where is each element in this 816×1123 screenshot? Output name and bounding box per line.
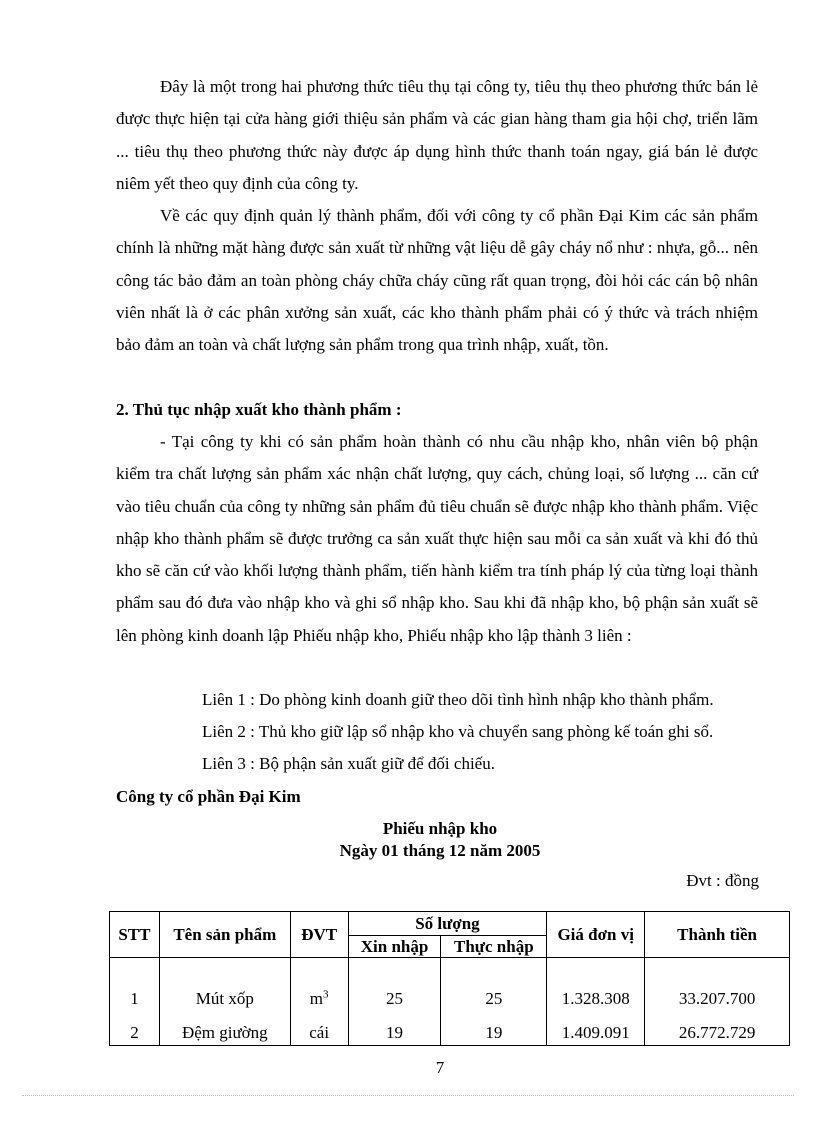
cell-product: Đệm giường (159, 1022, 290, 1046)
cell-stt: 2 (110, 1022, 160, 1046)
header-product: Tên sản phẩm (159, 912, 290, 958)
copy-line-2: Liên 2 : Thủ kho giữ lập sổ nhập kho và chuyển sang phòng kế toán ghi sổ. (202, 722, 714, 741)
header-unit: ĐVT (290, 912, 348, 958)
cell-stt: 1 (110, 958, 160, 1022)
unit-note: Đvt : đồng (686, 871, 759, 890)
paragraph-procedure: - Tại công ty khi có sản phẩm hoàn thành có nhu cầu nhập kho, nhân viên bộ phận kiểm tra chất lượng sản phẩm xác nhận chất lượng, quy cách, chủng loại, số lượng ... căn cứ vào tiêu chuẩn của công ty những sản phẩm đủ tiêu chuẩn sẽ được nhập kho thành phẩm. Việc nhập kho thành phẩm sẽ được trưởng ca sản xuất thực hiện sau mỗi ca sản xuất và khi đó thủ kho sẽ căn cứ vào khối lượng thành phẩm, tiến hành kiểm tra tính pháp lý của từng loại thành phẩm sau đó đưa vào nhập kho và ghi sổ nhập kho. Sau khi đã nhập kho, bộ phận sản xuất sẽ lên phòng kinh doanh lập Phiếu nhập kho, Phiếu nhập kho lập thành 3 liên : (116, 432, 758, 645)
unit-text: m (309, 988, 324, 1008)
cell-product: Mút xốp (159, 958, 290, 1022)
cell-unit-price: 1.328.308 (547, 958, 645, 1022)
page-number: 7 (435, 1058, 445, 1077)
paragraph-product-regulations: Về các quy định quản lý thành phẩm, đối với công ty cổ phần Đại Kim các sản phẩm chính là những mặt hàng được sản xuất từ những vật liệu dễ gây cháy nổ như : nhựa, gỗ... nên công tác bảo đảm an toàn phòng cháy chữa cháy cũng rất quan trọng, đòi hỏi các cán bộ nhân viên nhất là ở các phân xưởng sản xuất, các kho thành phẩm phải có ý thức và trách nhiệm bảo đảm an toàn và chất lượng sản phẩm trong qua trình nhập, xuất, tồn. (116, 206, 758, 355)
receipt-table (109, 911, 790, 1046)
cell-amount: 26.772.729 (645, 1022, 790, 1046)
form-title: Phiếu nhập kho (382, 819, 498, 838)
header-amount: Thành tiền (645, 912, 790, 958)
cell-unit (290, 1022, 348, 1046)
cell-qty-actual: 19 (441, 1022, 547, 1046)
section-heading: 2. Thủ tục nhập xuất kho thành phẩm : (116, 400, 402, 419)
form-date: Ngày 01 tháng 12 năm 2005 (339, 841, 541, 860)
header-qty-actual: Thực nhập (441, 936, 547, 958)
header-stt: STT (110, 912, 160, 958)
cell-unit (290, 958, 348, 1022)
unit-superscript: 3 (323, 988, 329, 1001)
cell-qty-requested: 19 (348, 1022, 441, 1046)
copy-line-3: Liên 3 : Bộ phận sản xuất giữ để đối chiếu. (202, 754, 495, 773)
cell-qty-requested: 25 (348, 958, 441, 1022)
header-unit-price: Giá đơn vị (547, 912, 645, 958)
header-qty-requested: Xin nhập (348, 936, 441, 958)
cell-amount: 33.207.700 (645, 958, 790, 1022)
company-name: Công ty cổ phần Đại Kim (116, 787, 301, 806)
unit-text: cái (309, 1023, 330, 1043)
page-bottom-divider (22, 1095, 794, 1096)
paragraph-retail-method: Đây là một trong hai phương thức tiêu thụ tại công ty, tiêu thụ theo phương thức bán lẻ được thực hiện tại cửa hàng giới thiệu sản phẩm và các gian hàng tham gia hội chợ, triển lãm ... tiêu thụ theo phương thức này được áp dụng hình thức thanh toán ngay, giá bán lẻ được niêm yết theo quy định của công ty. (116, 77, 758, 193)
cell-unit-price: 1.409.091 (547, 1022, 645, 1046)
copy-line-1: Liên 1 : Do phòng kinh doanh giữ theo dõi tình hình nhập kho thành phẩm. (202, 690, 714, 709)
header-quantity: Số lượng (348, 912, 547, 936)
table-row (110, 958, 790, 1022)
table-row (110, 1022, 790, 1046)
cell-qty-actual: 25 (441, 958, 547, 1022)
